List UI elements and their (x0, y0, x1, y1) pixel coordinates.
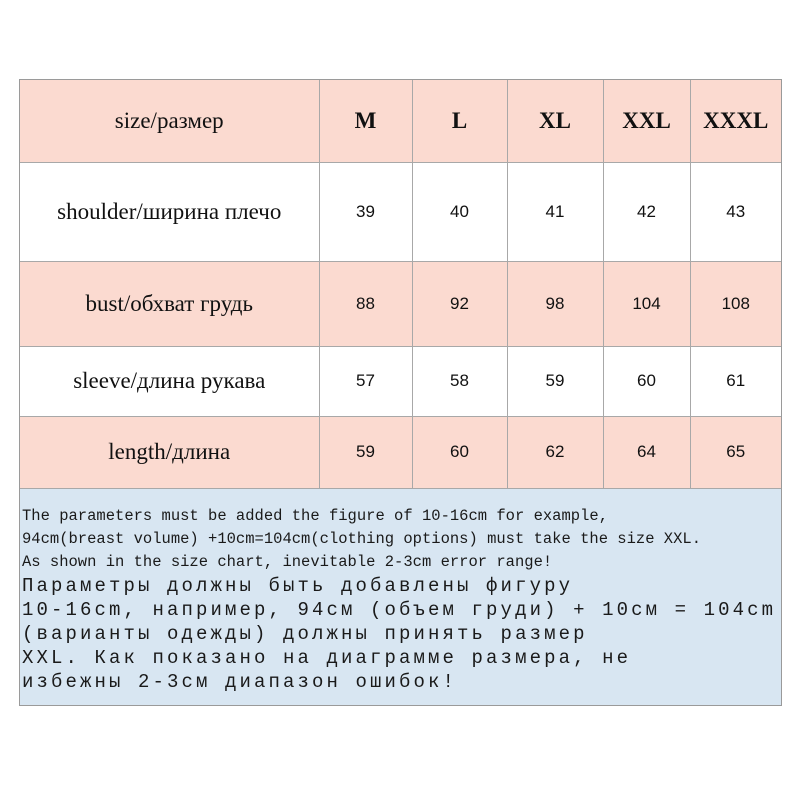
table-row (20, 162, 781, 261)
table-cell: 40 (412, 162, 507, 261)
table-cell: 42 (603, 162, 690, 261)
table-cell: 57 (319, 346, 412, 416)
table-row (20, 416, 781, 488)
table-cell: 58 (412, 346, 507, 416)
table-cell: 108 (690, 261, 781, 346)
table-cell: 64 (603, 416, 690, 488)
table-row (20, 261, 781, 346)
table-cell: 39 (319, 162, 412, 261)
table-cell: 41 (507, 162, 603, 261)
table-cell: 43 (690, 162, 781, 261)
row-label: shoulder/ширина плечо (20, 162, 319, 261)
table-cell: 92 (412, 261, 507, 346)
table-cell: 62 (507, 416, 603, 488)
table-cell: 59 (507, 346, 603, 416)
size-chart (19, 79, 782, 706)
table-cell: 61 (690, 346, 781, 416)
note-russian: Параметры должны быть добавлены фигуру 10-16cm, например, 94см (объем груди) + 10см = 104cm (варианты одежды) должны принять размер XXL. Как показано на диаграмме размера, не избежны 2-3см диапазон ошибок! (22, 575, 777, 693)
table-cell: 60 (412, 416, 507, 488)
table-cell: 60 (603, 346, 690, 416)
row-label: bust/обхват грудь (20, 261, 319, 346)
table-cell: 98 (507, 261, 603, 346)
table-cell: 88 (319, 261, 412, 346)
size-table (20, 80, 781, 489)
row-label: length/длина (20, 416, 319, 488)
table-cell: 104 (603, 261, 690, 346)
size-header: XL (507, 80, 603, 162)
size-header: XXXL (690, 80, 781, 162)
header-label: size/размер (20, 80, 319, 162)
size-note (20, 488, 781, 705)
size-header: M (319, 80, 412, 162)
row-label: sleeve/длина рукава (20, 346, 319, 416)
table-cell: 59 (319, 416, 412, 488)
header-row (20, 80, 781, 162)
size-header: L (412, 80, 507, 162)
table-cell: 65 (690, 416, 781, 488)
size-header: XXL (603, 80, 690, 162)
table-row (20, 346, 781, 416)
note-english: The parameters must be added the figure of 10-16cm for example, 94cm(breast volume) +10cm=104cm(clothing options) must take the size XXL. As shown in the size chart, inevitable 2-3cm error range! (22, 507, 702, 571)
